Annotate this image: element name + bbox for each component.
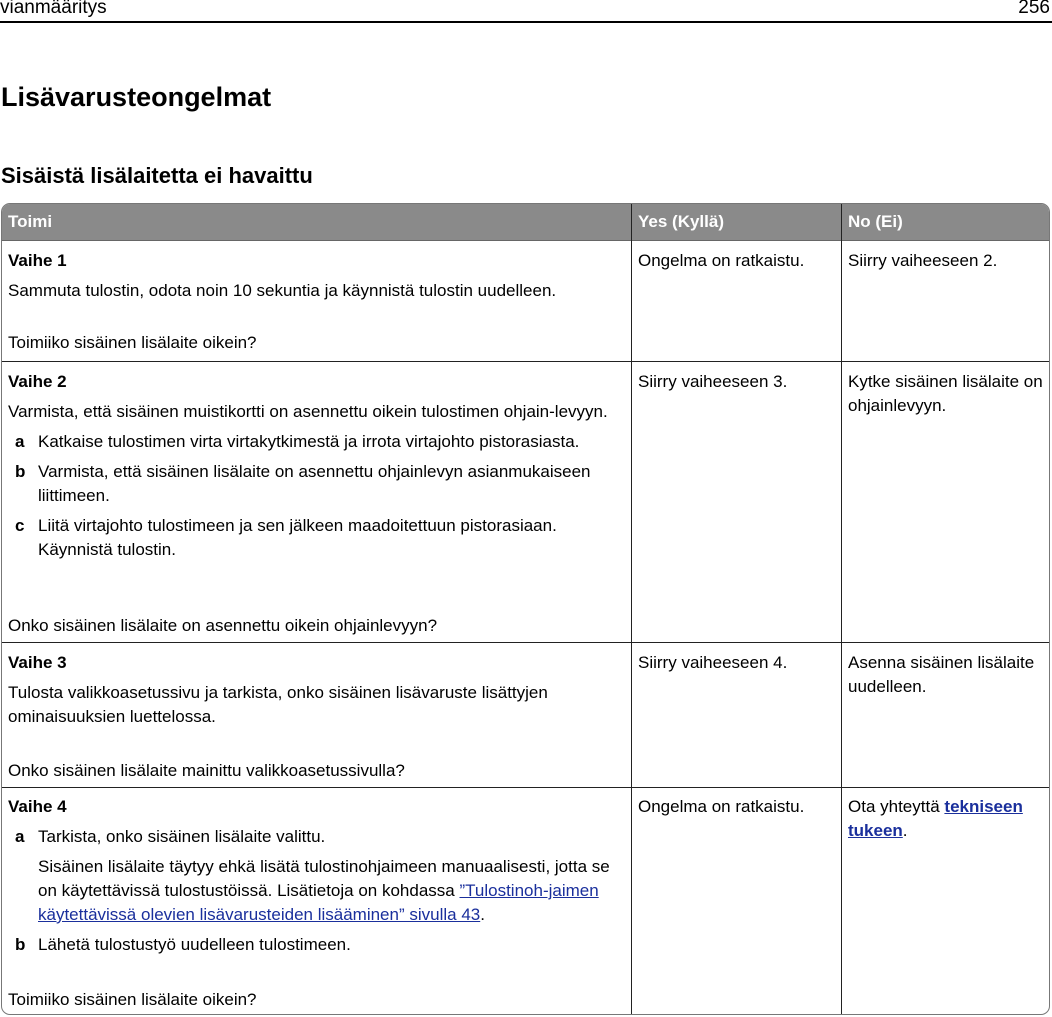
substep-letter: a (15, 432, 25, 451)
step-text: Varmista, että sisäinen muistikortti on asennettu oikein tulostimen ohjain-levyyn. (8, 402, 608, 421)
no-cell: Kytke sisäinen lisälaite on ohjainlevyyn. (848, 372, 1043, 415)
no-cell: Asenna sisäinen lisälaite uudelleen. (848, 653, 1035, 696)
page-number: 256 (1018, 0, 1050, 18)
section-subtitle: Sisäistä lisälaitetta ei havaittu (1, 163, 313, 188)
table-row (2, 370, 1049, 642)
row-divider (2, 361, 1049, 362)
troubleshooting-table (1, 203, 1050, 1015)
step-name: Vaihe 1 (8, 251, 67, 270)
page-header (0, 0, 1052, 23)
substep-letter: c (15, 516, 25, 535)
yes-cell: Siirry vaiheeseen 3. (638, 372, 788, 391)
step-question: Onko sisäinen lisälaite on asennettu oikein ohjainlevyyn? (8, 616, 438, 635)
row-divider (2, 642, 1049, 643)
substep-letter: b (15, 935, 26, 954)
step-question: Onko sisäinen lisälaite mainittu valikkoasetussivulla? (8, 761, 405, 780)
substep (8, 460, 628, 508)
table-row (2, 249, 1049, 361)
step-question: Toimiiko sisäinen lisälaite oikein? (8, 333, 257, 352)
yes-cell: Ongelma on ratkaistu. (638, 797, 805, 816)
substep-text: Tarkista, onko sisäinen lisälaite valittu. (38, 827, 326, 846)
column-header-no: No (Ei) (848, 212, 903, 231)
section-name: vianmääritys (0, 0, 107, 18)
step-text: Sammuta tulostin, odota noin 10 sekuntia ja käynnistä tulostin uudelleen. (8, 281, 557, 300)
yes-cell: Siirry vaiheeseen 4. (638, 653, 788, 672)
action-cell (8, 795, 628, 1010)
reference-link[interactable]: ”Tulostinoh-jaimen käytettävissä olevien lisävarusteiden lisääminen” sivulla 43 (38, 881, 599, 924)
substep-letter: b (15, 462, 26, 481)
tech-support-link[interactable]: tekniseen tukeen (848, 797, 1023, 840)
substep-letter: a (15, 827, 25, 846)
substep (8, 825, 628, 849)
action-cell (8, 249, 628, 357)
step-name: Vaihe 4 (8, 797, 67, 816)
step-name: Vaihe 2 (8, 372, 67, 391)
no-cell (848, 795, 1048, 843)
substep-text: Katkaise tulostimen virta virtakytkimestä ja irrota virtajohto pistorasiasta. (38, 432, 580, 451)
table-row (2, 795, 1049, 1015)
yes-cell: Ongelma on ratkaistu. (638, 251, 805, 270)
substep-text: Varmista, että sisäinen lisälaite on asennettu ohjainlevyn asianmukaiseen liittimeen. (38, 462, 591, 505)
column-header-action: Toimi (8, 212, 53, 231)
action-cell (8, 370, 628, 636)
no-prefix: Ota yhteyttä (848, 797, 940, 816)
substep-text: Liitä virtajohto tulostimeen ja sen jälkeen maadoitettuun pistorasiaan. Käynnistä tulostin. (38, 516, 557, 559)
substep (8, 514, 628, 562)
detail-end: . (480, 905, 485, 924)
step-text: Tulosta valikkoasetussivu ja tarkista, onko sisäinen lisävaruste lisättyjen ominaisuuksien luettelossa. (8, 683, 548, 726)
substep (8, 430, 628, 454)
no-cell: Siirry vaiheeseen 2. (848, 251, 998, 270)
substep-detail (8, 855, 628, 927)
substep-text: Lähetä tulostustyö uudelleen tulostimeen. (38, 935, 351, 954)
page-title: Lisävarusteongelmat (1, 82, 272, 112)
table-header (2, 204, 1049, 241)
substep (8, 933, 628, 957)
table-row (2, 651, 1049, 787)
detail-text: Sisäinen lisälaite täytyy ehkä lisätä tulostinohjaimeen manuaalisesti, jotta se on käytettävissä tulostustöissä. Lisätietoja on kohdassa (38, 857, 610, 900)
step-name: Vaihe 3 (8, 653, 67, 672)
step-question: Toimiiko sisäinen lisälaite oikein? (8, 990, 257, 1009)
row-divider (2, 787, 1049, 788)
action-cell (8, 651, 628, 781)
no-suffix: . (902, 821, 908, 840)
column-header-yes: Yes (Kyllä) (638, 212, 724, 231)
